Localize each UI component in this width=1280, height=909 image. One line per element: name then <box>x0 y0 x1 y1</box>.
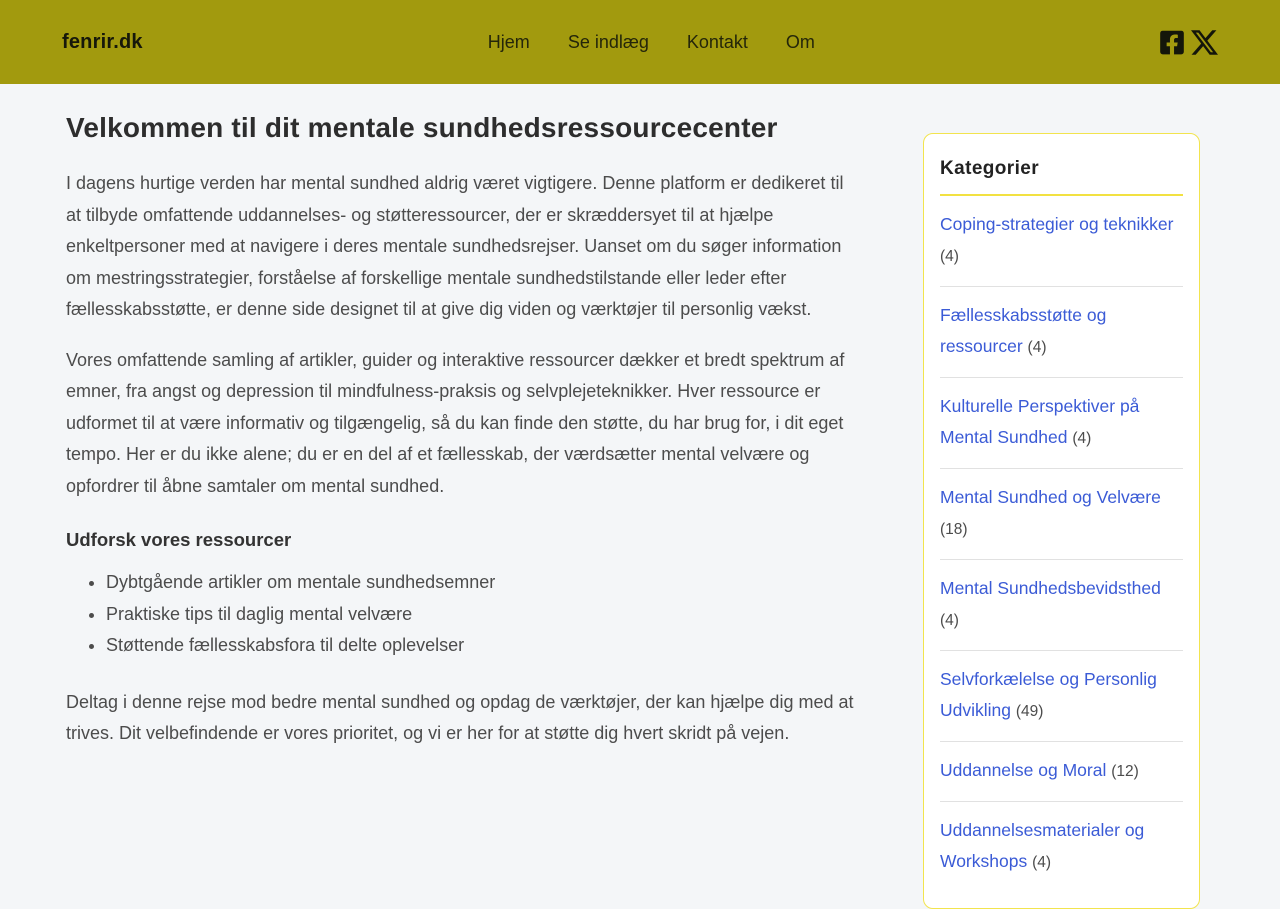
category-link-selvforkaelelse[interactable]: Selvforkælelse og Personlig Udvikling <box>940 669 1157 720</box>
category-link-coping-strategier[interactable]: Coping-strategier og teknikker <box>940 214 1174 234</box>
closing-paragraph: Deltag i denne rejse mod bedre mental sundhed og opdag de værktøjer, der kan hjælpe dig med at trives. Dit velbefindende er vores prioritet, og vi er her for at støtte dig hvert skridt på vejen. <box>66 691 854 743</box>
category-count: (4) <box>940 248 959 265</box>
page-body <box>0 84 1280 909</box>
category-item <box>940 560 1183 651</box>
facebook-link[interactable] <box>1160 29 1184 56</box>
category-item <box>940 196 1183 287</box>
main-nav <box>488 32 815 53</box>
category-item <box>940 802 1183 892</box>
category-count: (4) <box>1072 430 1092 447</box>
category-item <box>940 742 1183 802</box>
article-content <box>66 84 859 909</box>
site-logo[interactable]: fenrir.dk <box>62 30 143 53</box>
category-count: (4) <box>1032 854 1052 871</box>
category-item <box>940 287 1183 378</box>
category-link-faellesskabsstotte[interactable]: Fællesskabsstøtte og ressourcer <box>940 305 1107 356</box>
category-count: (4) <box>1027 339 1047 356</box>
list-item: • Dybtgående artikler om mentale sundhedsemner <box>106 567 859 599</box>
page-title: Velkommen til dit mentale sundhedsressourcecenter <box>66 112 778 143</box>
intro-paragraph: I dagens hurtige verden har mental sundhed aldrig været vigtigere. Denne platform er dedikeret til at tilbyde omfattende uddannelses- og støtteressourcer, der er skræddersyet til at hjælpe enkeltpersoner med at navigere i deres mentale sundhedsrejser. Uanset om du søger information om mestringsstrategier, forståelse af forskellige mentale sundhedstilstande eller leder efter fællesskabsstøtte, er denne side designet til at give dig viden og værktøjer til personlig vækst. <box>66 173 844 319</box>
nav-item-se-indlaeg[interactable]: Se indlæg <box>567 31 649 52</box>
nav-item-hjem[interactable]: Hjem <box>487 31 530 52</box>
category-count: (12) <box>1111 763 1139 780</box>
list-item: • Praktiske tips til daglig mental velvære <box>106 599 859 631</box>
category-item <box>940 651 1183 742</box>
categories-title: Kategorier <box>940 158 1183 196</box>
sidebar <box>923 84 1200 909</box>
category-link-uddannelsesmaterialer[interactable]: Uddannelsesmaterialer og Workshops <box>940 820 1145 871</box>
category-item <box>940 469 1183 560</box>
x-icon <box>1191 29 1218 56</box>
resources-heading: Udforsk vores ressourcer <box>66 529 292 550</box>
categories-list <box>940 196 1183 892</box>
x-twitter-link[interactable] <box>1191 29 1218 56</box>
category-count: (4) <box>940 612 959 629</box>
nav-item-kontakt[interactable]: Kontakt <box>686 31 748 52</box>
social-links <box>1160 29 1218 56</box>
facebook-icon <box>1160 29 1184 56</box>
category-count: (49) <box>1015 703 1044 720</box>
category-item <box>940 378 1183 469</box>
overview-paragraph: Vores omfattende samling af artikler, guider og interaktive ressourcer dækker et bredt spektrum af emner, fra angst og depression til mindfulness-praksis og selvplejeteknikker. Hver ressource er udformet til at være informativ og tilgængelig, så du kan finde den støtte, du har brug for, i dit eget tempo. Her er du ikke alene; du er en del af et fællesskab, der værdsætter mental velvære og opfordrer til åbne samtaler om mental sundhed. <box>66 349 845 496</box>
site-header <box>0 0 1280 84</box>
category-link-uddannelse-moral[interactable]: Uddannelse og Moral <box>940 760 1107 780</box>
categories-card <box>923 133 1200 909</box>
category-link-mental-sundhed-velvaere[interactable]: Mental Sundhed og Velvære <box>940 487 1161 507</box>
list-item: • Støttende fællesskabsfora til delte oplevelser <box>106 630 859 662</box>
category-link-kulturelle-perspektiver[interactable]: Kulturelle Perspektiver på Mental Sundhed <box>940 396 1140 447</box>
resources-list <box>66 567 859 662</box>
nav-item-om[interactable]: Om <box>785 31 815 52</box>
category-link-sundhedsbevidsthed[interactable]: Mental Sundhedsbevidsthed <box>940 578 1161 598</box>
category-count: (18) <box>940 521 968 538</box>
